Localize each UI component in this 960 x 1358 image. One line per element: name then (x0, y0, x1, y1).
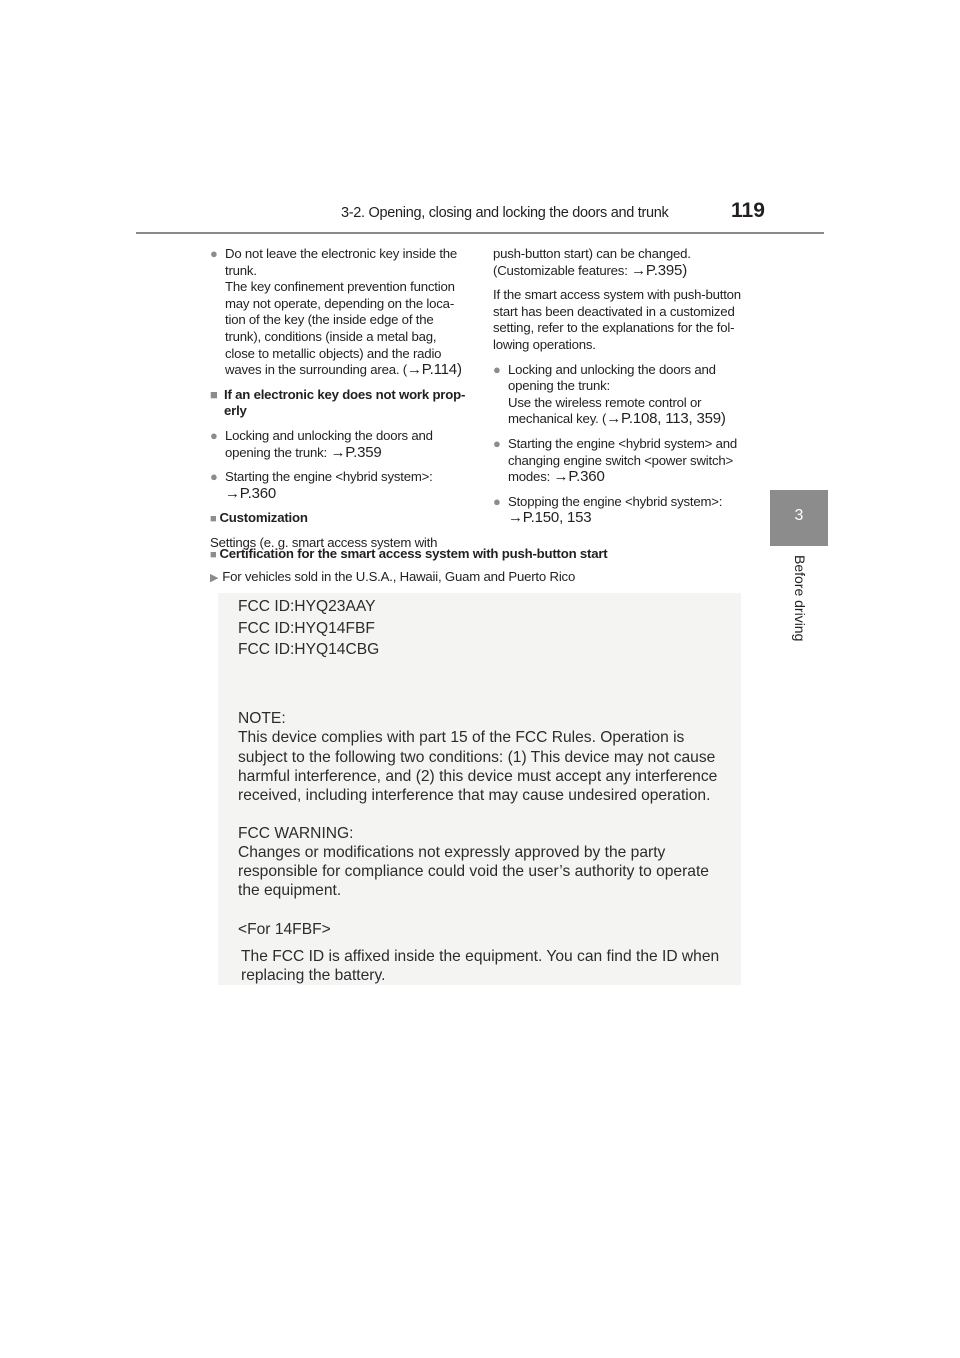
warning-line: the equipment. (238, 882, 342, 899)
page-ref[interactable]: →P.114) (407, 361, 462, 379)
bullet-locking: ● Locking and unlocking the doors and opening the trunk: →P.359 (210, 427, 433, 461)
customization-text-cont: push-button start) can be changed. (Customizable features: →P.395) (493, 246, 691, 279)
section-header: 3-2. Opening, closing and locking the doors and trunk (341, 205, 669, 221)
right-column (493, 246, 761, 527)
warning-title: FCC WARNING: (238, 825, 354, 842)
bullet-icon: ● (210, 246, 218, 261)
page-ref[interactable]: →P.108, 113, 359) (606, 410, 726, 428)
fcc-label-image (218, 593, 741, 985)
page-ref[interactable]: →P.359 (330, 443, 382, 461)
bullet-icon: ● (493, 361, 501, 377)
page-ref[interactable]: →P.360 (553, 468, 605, 486)
note-line: This device complies with part 15 of the FCC Rules. Operation is (238, 729, 685, 746)
bullet-icon: ● (210, 469, 218, 485)
note-line: subject to the following two conditions: (1) This device may not cause (238, 749, 716, 766)
fcc-id: FCC ID:HYQ14CBG (238, 641, 380, 658)
triangle-icon: ▶ (210, 572, 219, 584)
fcc-id: FCC ID:HYQ23AAY (238, 598, 376, 615)
subheading-us-vehicles: ▶ For vehicles sold in the U.S.A., Hawaii, Guam and Puerto Rico (210, 569, 576, 584)
bullet-icon: ● (493, 493, 501, 509)
note-line: harmful interference, and (2) this device must accept any interference (238, 768, 718, 785)
bullet-icon: ● (493, 435, 501, 451)
square-icon: ■ (210, 549, 217, 561)
bullet-starting-modes: ● Starting the engine <hybrid system> and changing engine switch <power switch> modes: →P.360 (493, 435, 737, 486)
note-title: NOTE: (238, 710, 286, 727)
bullet-key-confinement: ● Do not leave the electronic key inside the trunk. The key confinement prevention function may not operate, depending on the loca- tion of the key (the inside edge of the trunk), conditions (inside a metal bag, close to metallic objects) and the radio waves in the surrounding area. (→P.114) (210, 246, 462, 379)
heading-certification: ■ Certification for the smart access system with push-button start (210, 546, 608, 561)
warning-line: responsible for compliance could void the user’s authority to operate (238, 863, 709, 880)
deactivated-text: If the smart access system with push-button start has been deactivated in a customized setting, refer to the explanations for the fol- lowing operations. (493, 287, 741, 352)
customization-text: Settings (e. g. smart access system with (210, 534, 438, 550)
page-number: 119 (731, 199, 765, 222)
page-ref[interactable]: →P.360 (225, 484, 277, 502)
square-icon: ■ (210, 513, 217, 526)
bullet-stopping: ● Stopping the engine <hybrid system>: →P.150, 153 (493, 493, 723, 527)
fcc-id: FCC ID:HYQ14FBF (238, 620, 375, 637)
note-line: received, including interference that may cause undesired operation. (238, 787, 711, 804)
page-ref[interactable]: →P.395) (631, 261, 687, 279)
bullet-starting: ● Starting the engine <hybrid system>: →P.360 (210, 469, 433, 502)
left-column (210, 246, 478, 552)
heading-customization: ■ Customization (210, 510, 308, 526)
bullet-locking-remote: ● Locking and unlocking the doors and opening the trunk: Use the wireless remote control or mechanical key. (→P.108, 113, 359) (493, 361, 726, 428)
warning-line: Changes or modifications not expressly approved by the party (238, 844, 666, 861)
for-line: The FCC ID is affixed inside the equipment. You can find the ID when (241, 948, 720, 965)
header-rule (136, 232, 824, 234)
bullet-icon: ● (210, 427, 218, 443)
heading-key-not-working: ■ If an electronic key does not work prop- erly (210, 386, 466, 419)
chapter-tab: 3 (770, 490, 828, 546)
chapter-label: Before driving (792, 555, 808, 642)
page-ref[interactable]: →P.150, 153 (508, 509, 592, 527)
square-icon: ■ (210, 386, 218, 402)
for-label: <For 14FBF> (238, 921, 331, 938)
for-line: replacing the battery. (241, 967, 386, 984)
